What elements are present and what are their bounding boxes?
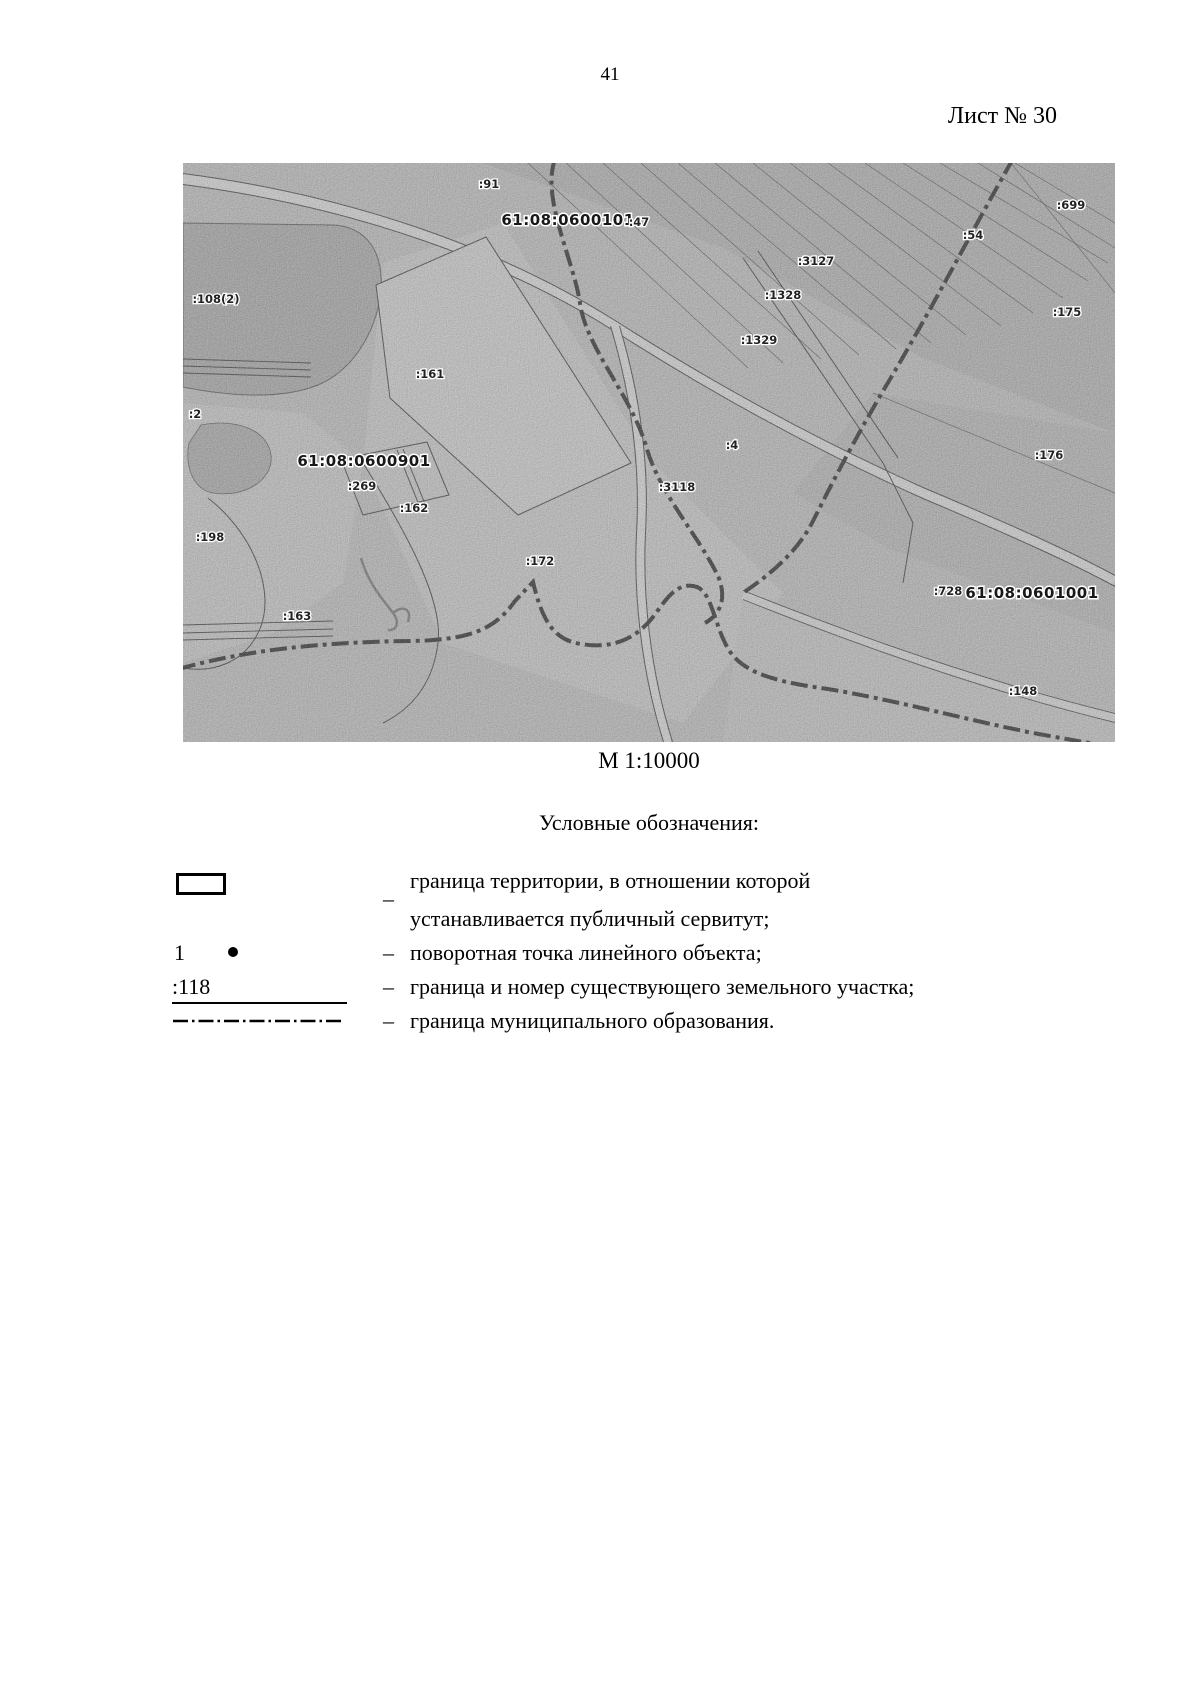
legend-item-territory-line1: граница территории, в отношении которой	[410, 868, 811, 893]
parcel-number-label: :148	[1008, 684, 1038, 698]
parcel-number-label: :728	[933, 584, 963, 598]
parcel-number-label: :47	[628, 215, 650, 229]
map-scale-label: М 1:10000	[598, 748, 700, 773]
parcel-number-label: :1328	[764, 288, 802, 302]
page-number: 41	[600, 64, 620, 85]
legend-title: Условные обозначения:	[538, 810, 760, 835]
parcel-boundary-symbol: :118	[172, 974, 347, 1004]
parcel-number-label: :161	[415, 367, 445, 381]
parcel-number-label: :2	[188, 407, 202, 421]
parcel-number-label: :91	[478, 177, 500, 191]
territory-boundary-symbol	[176, 873, 226, 895]
legend-item-turning-point: поворотная точка линейного объекта;	[410, 940, 762, 965]
parcel-number-label: :54	[962, 228, 984, 242]
sheet-number: Лист № 30	[947, 103, 1057, 129]
parcel-number-label: :163	[282, 609, 312, 623]
turning-point-dot-icon	[228, 947, 238, 957]
parcel-number-label: :699	[1056, 198, 1086, 212]
turning-point-number: 1	[174, 940, 185, 965]
legend-item-territory	[410, 862, 810, 938]
parcel-number-label: :3118	[658, 480, 696, 494]
parcel-number-label: :269	[347, 479, 377, 493]
legend-dash: –	[383, 1008, 394, 1033]
cadastral-quarter-label: 61:08:0600101	[501, 211, 635, 229]
parcel-number-label: :4	[725, 438, 739, 452]
parcel-number-label: :162	[399, 501, 429, 515]
cadastral-map	[183, 163, 1115, 742]
cadastral-map-image	[183, 163, 1115, 742]
parcel-number-label: :108(2)	[192, 292, 240, 306]
legend-item-parcel-boundary: граница и номер существующего земельного участка;	[410, 974, 915, 999]
parcel-number-label: :1329	[740, 333, 778, 347]
legend-dash: –	[383, 940, 394, 965]
dash-dot-line-icon	[172, 1017, 344, 1025]
parcel-number-label: :175	[1052, 305, 1082, 319]
legend-item-municipal-boundary: граница муниципального образования.	[410, 1008, 775, 1033]
legend-dash: –	[383, 974, 394, 999]
legend-item-territory-line2: устанавливается публичный сервитут;	[410, 906, 770, 931]
parcel-number-label: :176	[1034, 448, 1064, 462]
cadastral-quarter-label: 61:08:0601001	[965, 584, 1099, 602]
municipal-boundary-symbol	[172, 1012, 344, 1030]
parcel-number-label: :198	[195, 530, 225, 544]
parcel-number-label: :172	[525, 554, 555, 568]
legend-dash: –	[383, 886, 394, 911]
parcel-number-label: :3127	[797, 254, 835, 268]
cadastral-quarter-label: 61:08:0600901	[297, 452, 431, 470]
